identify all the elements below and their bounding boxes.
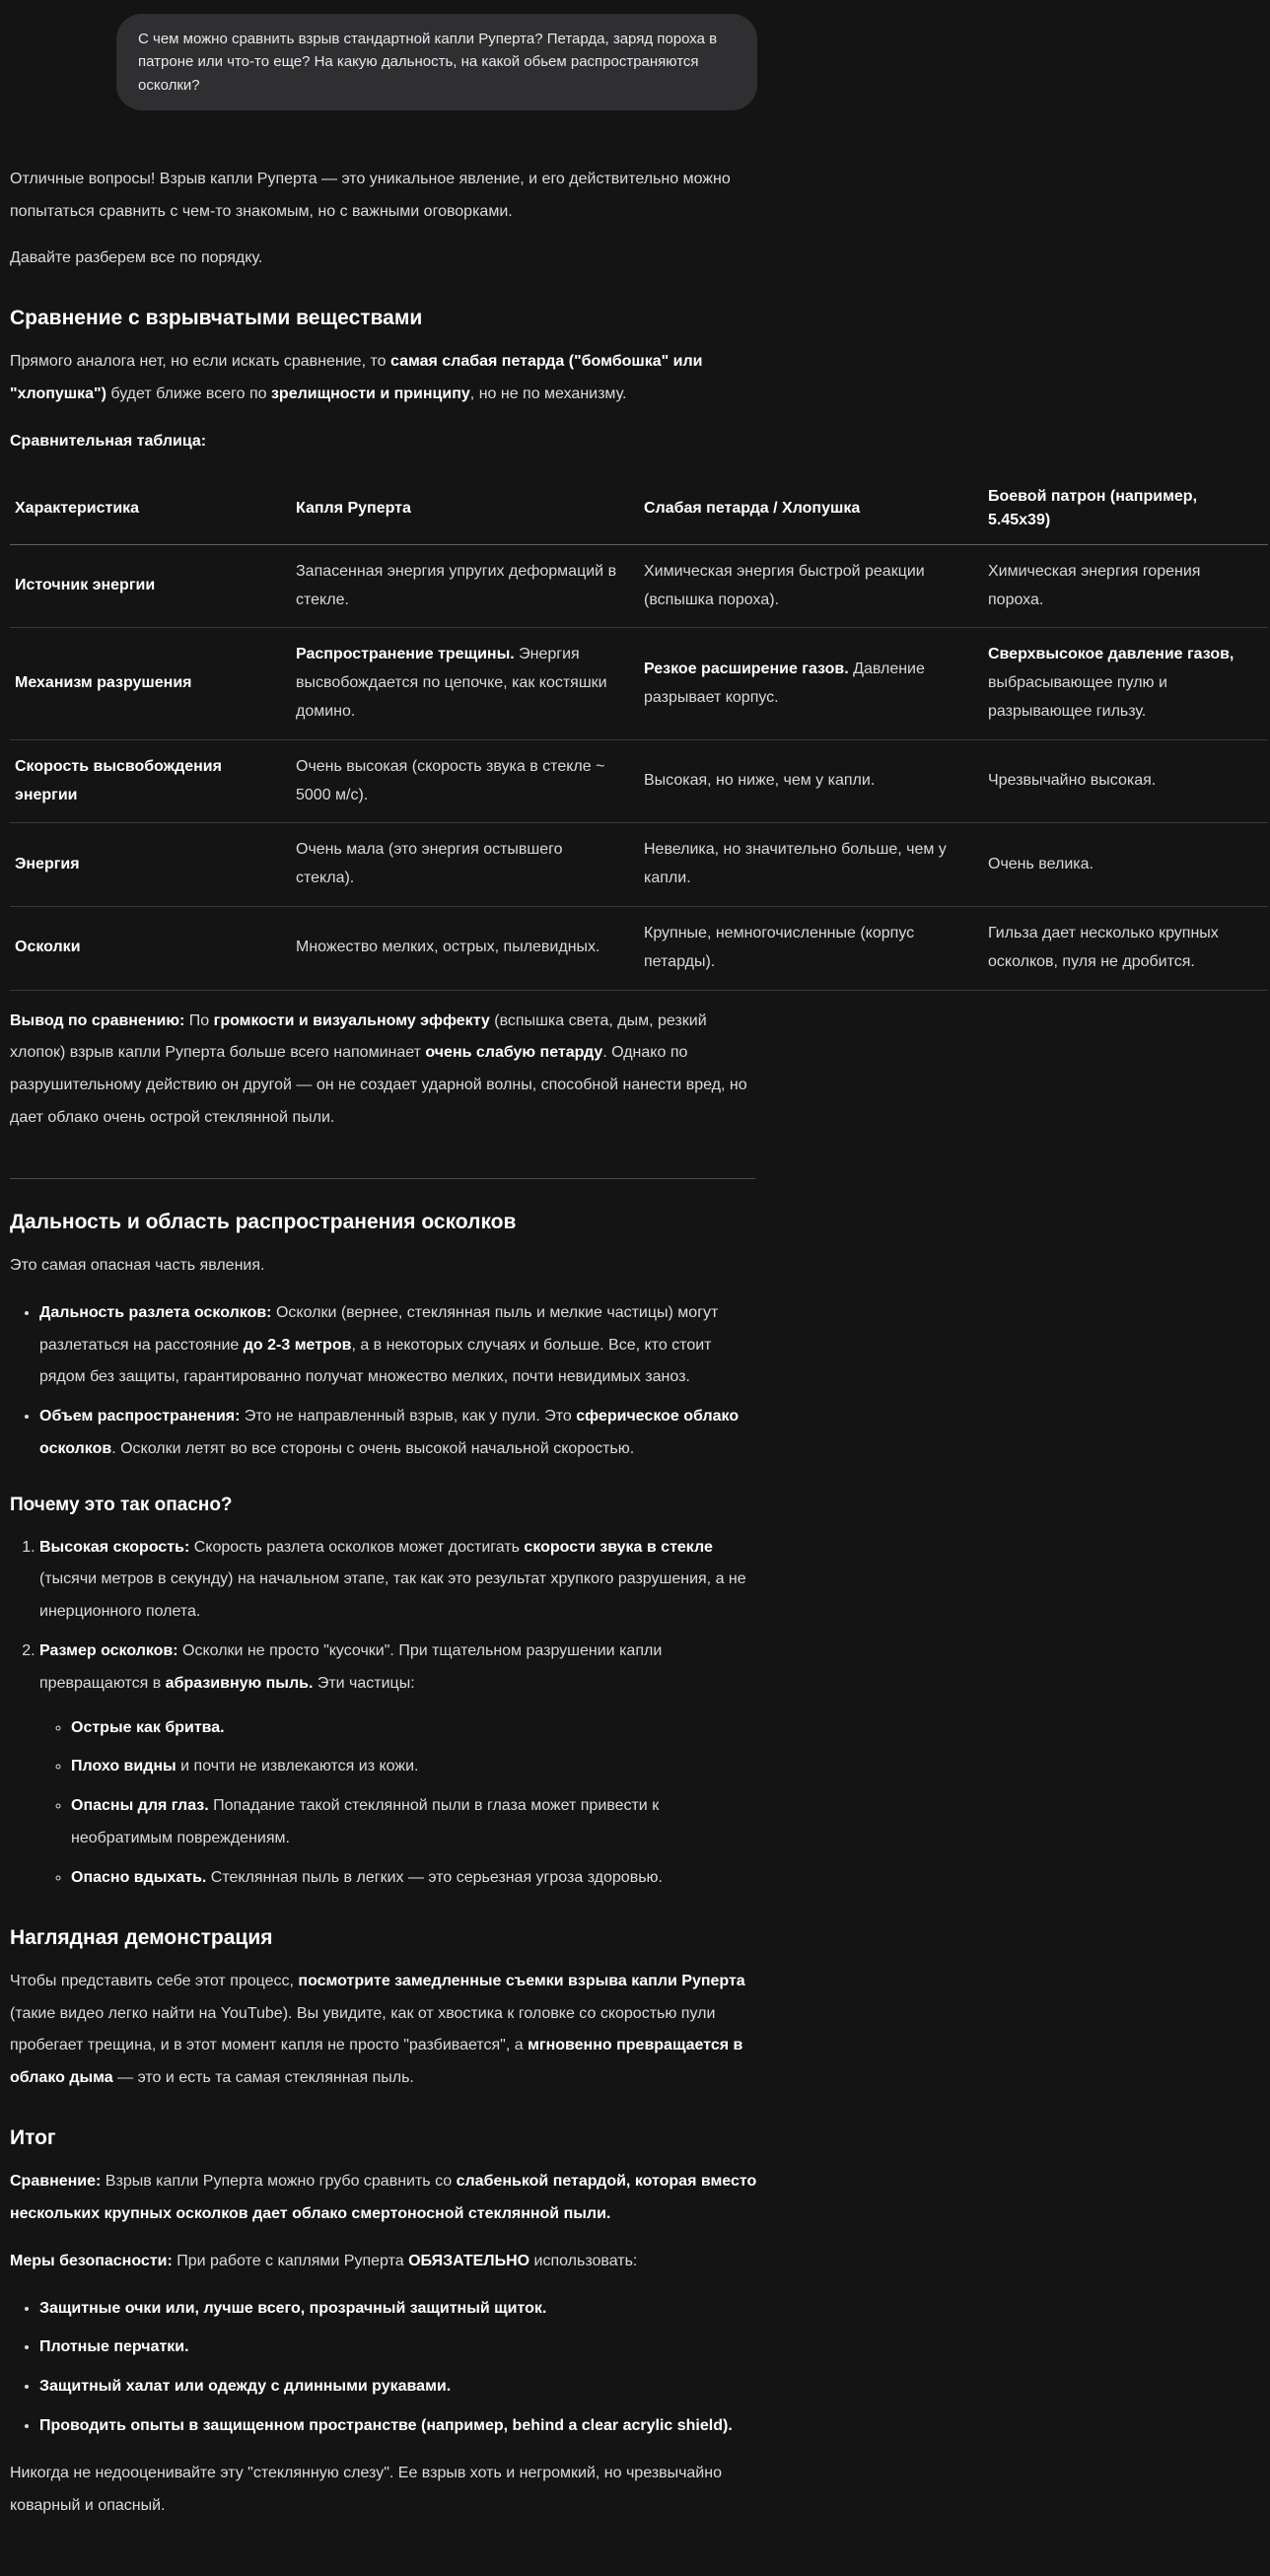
assistant-paragraph: Чтобы представить себе этот процесс, посмотрите замедленные съемки взрыва капли Руперта (такие видео легко найти на YouTube). Вы увидите, как от хвостика к головке со скоростью пули пробегает трещина, и в этот момент капля не просто "разбивается", а мгновенно превращается в облако дыма — это и есть та самая стеклянная пыль. (10, 1972, 745, 2087)
assistant-text-column (10, 164, 757, 458)
user-message-text: С чем можно сравнить взрыв стандартной капли Руперта? Петарда, заряд пороха в патроне или что-то еще? На какую дальность, на какой обьем распространяются осколки? (138, 31, 718, 94)
table-cell: Очень мала (это энергия остывшего стекла). (291, 823, 639, 907)
assistant-paragraph: Вывод по сравнению: По громкости и визуальному эффекту (вспышка света, дым, резкий хлопок) взрыв капли Руперта больше всего напоминает очень слабую петарду. Однако по разрушительному действию он другой — он не создает ударной волны, способной нанести вред, но дает облако очень острой стеклянной пыли. (10, 1011, 747, 1126)
table-cell: Резкое расширение газов. Давление разрывает корпус. (639, 628, 983, 739)
list-item (39, 1636, 757, 1895)
table-row (10, 628, 1268, 739)
list-item: • Дальность разлета осколков: Осколки (вернее, стеклянная пыль и мелкие частицы) могут разлетаться на расстояние до 2-3 метров, а в некоторых случаях и больше. Все, кто стоит рядом без защиты, гарантированно получат множество мелких, почти невидимых заноз. (39, 1297, 757, 1394)
bullet-list (10, 1297, 757, 1466)
assistant-paragraph: Давайте разберем все по порядку. (10, 249, 263, 267)
table-row (10, 544, 1268, 628)
table-cell: Гильза дает несколько крупных осколков, пуля не дробится. (983, 907, 1268, 991)
table-cell: Распространение трещины. Энергия высвобождается по цепочке, как костяшки домино. (291, 628, 639, 739)
assistant-paragraph: Это самая опасная часть явления. (10, 1257, 265, 1275)
assistant-paragraph: Прямого аналога нет, но если искать сравнение, то самая слабая петарда ("бомбошка" или "хлопушка") будет ближе всего по зрелищности и принципу, но не по механизму. (10, 353, 703, 403)
nested-bullet-list (39, 1712, 757, 1895)
table-header-cell: Боевой патрон (например, 5.45x39) (983, 473, 1268, 545)
list-item: • Объем распространения: Это не направленный взрыв, как у пули. Это сферическое облако осколков. Осколки летят во все стороны с очень высокой начальной скоростью. (39, 1401, 757, 1466)
comparison-table (10, 473, 1268, 991)
table-row-label: Скорость высвобождения энергии (10, 739, 291, 823)
user-message-bubble (116, 14, 757, 110)
assistant-paragraph: Сравнение: Взрыв капли Руперта можно грубо сравнить со слабенькой петардой, которая вместо нескольких крупных осколков дает облако смертоносной стеклянной пыли. (10, 2173, 757, 2223)
table-cell: Очень велика. (983, 823, 1268, 907)
list-item: ◦ Плохо видны и почти не извлекаются из кожи. (71, 1751, 757, 1783)
table-row (10, 907, 1268, 991)
list-item: 1. Высокая скорость: Скорость разлета осколков может достигать скорости звука в стекле (тысячи метров в секунду) на начальном этапе, так как это результат хрупкого разрушения, а не инерционного полета. (39, 1532, 757, 1629)
assistant-text-column (10, 1006, 757, 2523)
section-heading-distance: Дальность и область распространения осколков (10, 1210, 517, 1233)
table-row (10, 739, 1268, 823)
section-heading-summary: Итог (10, 2126, 56, 2149)
table-header-cell: Характеристика (10, 473, 291, 545)
table-header-cell: Слабая петарда / Хлопушка (639, 473, 983, 545)
table-cell: Крупные, немногочисленные (корпус петарды). (639, 907, 983, 991)
table-row-label: Энергия (10, 823, 291, 907)
user-message-row (10, 14, 757, 110)
table-header-row (10, 473, 1268, 545)
table-cell: Невелика, но значительно больше, чем у капли. (639, 823, 983, 907)
table-cell: Чрезвычайно высокая. (983, 739, 1268, 823)
table-cell: Высокая, но ниже, чем у капли. (639, 739, 983, 823)
section-heading-danger: Почему это так опасно? (10, 1494, 233, 1515)
list-item: • Плотные перчатки. (39, 2332, 757, 2364)
section-divider (10, 1178, 755, 1179)
table-cell: Химическая энергия горения пороха. (983, 544, 1268, 628)
safety-list (10, 2293, 757, 2443)
assistant-response (10, 164, 1270, 2523)
table-row (10, 823, 1268, 907)
table-row-label: Осколки (10, 907, 291, 991)
list-item: ◦ Острые как бритва. (71, 1712, 757, 1745)
list-item: • Проводить опыты в защищенном пространстве (например, behind a clear acrylic shield). (39, 2410, 757, 2443)
section-heading-comparison: Сравнение с взрывчатыми веществами (10, 307, 423, 330)
list-item: ◦ Опасно вдыхать. Стеклянная пыль в легких — это серьезная угроза здоровью. (71, 1862, 757, 1895)
assistant-paragraph: Сравнительная таблица: (10, 433, 207, 451)
table-cell: Множество мелких, острых, пылевидных. (291, 907, 639, 991)
list-item: • Защитный халат или одежду с длинными рукавами. (39, 2371, 757, 2403)
list-item-text: Размер осколков: Осколки не просто "кусочки". При тщательном разрушении капли превращаются в абразивную пыль. Эти частицы: (39, 1641, 663, 1692)
table-header-cell: Капля Руперта (291, 473, 639, 545)
section-heading-demo: Наглядная демонстрация (10, 1925, 273, 1949)
table-row-label: Механизм разрушения (10, 628, 291, 739)
assistant-intro-paragraph: Отличные вопросы! Взрыв капли Руперта — это уникальное явление, и его действительно можно попытаться сравнить с чем-то знакомым, но с важными оговорками. (10, 170, 731, 220)
assistant-paragraph: Меры безопасности: При работе с каплями Руперта ОБЯЗАТЕЛЬНО использовать: (10, 2252, 638, 2269)
table-cell: Очень высокая (скорость звука в стекле ~ 5000 м/с). (291, 739, 639, 823)
list-item: • Защитные очки или, лучше всего, прозрачный защитный щиток. (39, 2293, 757, 2326)
table-cell: Сверхвысокое давление газов, выбрасывающее пулю и разрывающее гильзу. (983, 628, 1268, 739)
table-cell: Запасенная энергия упругих деформаций в стекле. (291, 544, 639, 628)
list-item: ◦ Опасны для глаз. Попадание такой стеклянной пыли в глаза может привести к необратимым повреждениям. (71, 1790, 757, 1855)
assistant-closing-paragraph: Никогда не недооценивайте эту "стеклянную слезу". Ее взрыв хоть и негромкий, но чрезвычайно коварный и опасный. (10, 2464, 722, 2514)
numbered-list (10, 1532, 757, 1895)
table-cell: Химическая энергия быстрой реакции (вспышка пороха). (639, 544, 983, 628)
table-row-label: Источник энергии (10, 544, 291, 628)
